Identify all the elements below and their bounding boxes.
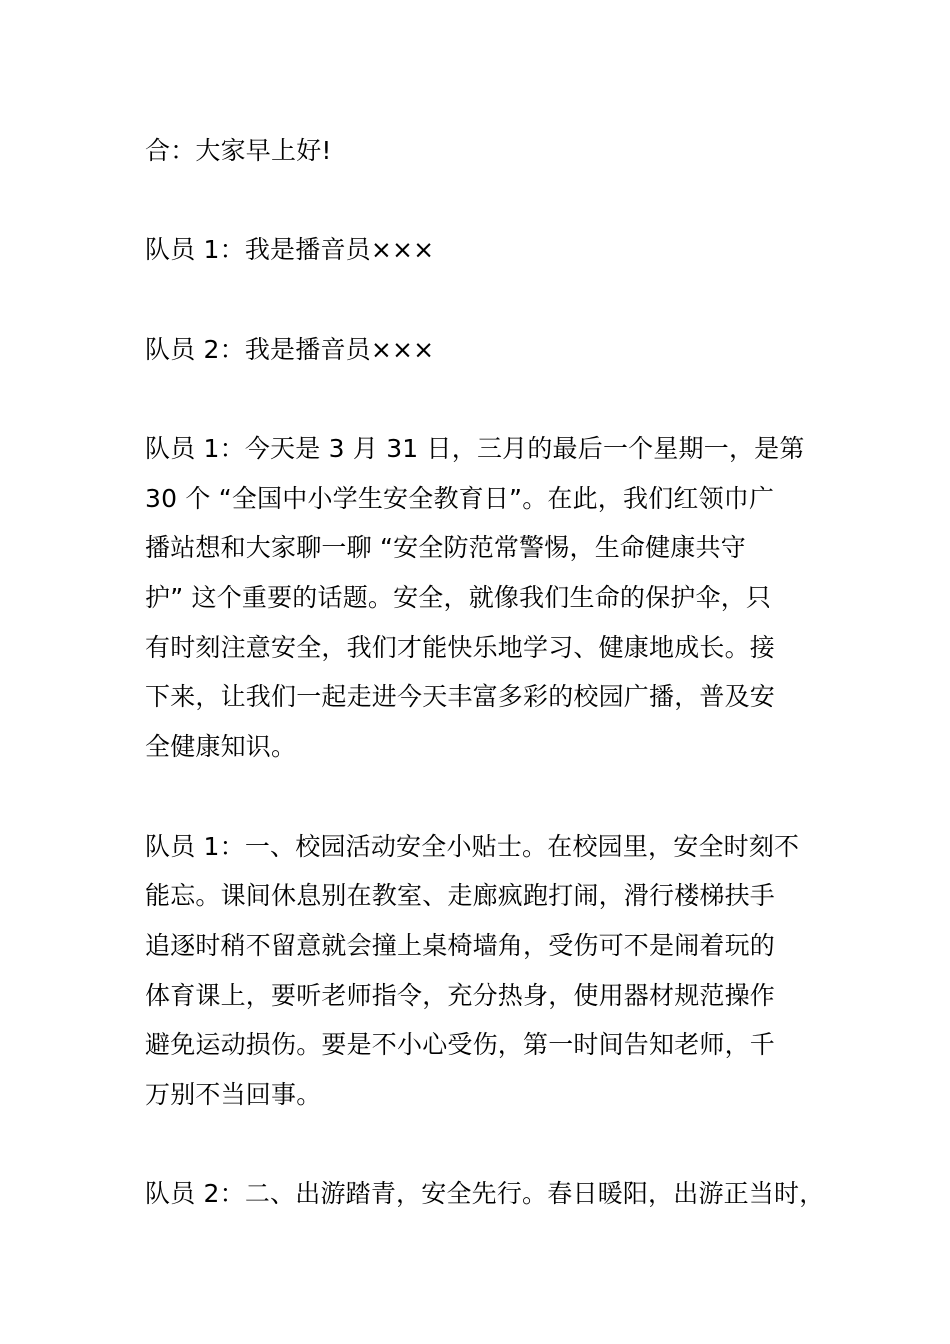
announcer-1-intro-line: 队员 1：我是播音员××× xyxy=(145,235,435,264)
announcer-2-intro-line: 队员 2：我是播音员××× xyxy=(145,335,435,364)
campus-safety-paragraph-line: 追逐时稍不留意就会撞上桌椅墙角，受伤可不是闹着玩的 xyxy=(145,931,776,960)
intro-paragraph-line: 队员 1：今天是 3 月 31 日，三月的最后一个星期一，是第 xyxy=(145,434,805,463)
campus-safety-paragraph-line: 队员 1：一、校园活动安全小贴士。在校园里，安全时刻不 xyxy=(145,832,800,861)
intro-paragraph-line: 有时刻注意安全，我们才能快乐地学习、健康地成长。接 xyxy=(145,633,776,662)
intro-paragraph-line: 30 个 “全国中小学生安全教育日”。在此，我们红领巾广 xyxy=(145,484,775,513)
greeting-line: 合：大家早上好! xyxy=(145,136,332,165)
intro-paragraph-line: 全健康知识。 xyxy=(145,732,297,761)
campus-safety-paragraph-line: 避免运动损伤。要是不小心受伤，第一时间告知老师，千 xyxy=(145,1030,776,1059)
campus-safety-paragraph-line: 万别不当回事。 xyxy=(145,1080,322,1109)
campus-safety-paragraph-line: 能忘。课间休息别在教室、走廊疯跑打闹，滑行楼梯扶手 xyxy=(145,881,776,910)
outing-safety-paragraph-line: 队员 2：二、出游踏青，安全先行。春日暖阳，出游正当时， xyxy=(145,1179,825,1208)
intro-paragraph-line: 下来，让我们一起走进今天丰富多彩的校园广播，普及安 xyxy=(145,682,776,711)
campus-safety-paragraph-line: 体育课上，要听老师指令，充分热身，使用器材规范操作 xyxy=(145,981,776,1010)
intro-paragraph-line: 护” 这个重要的话题。安全，就像我们生命的保护伞，只 xyxy=(145,583,772,612)
intro-paragraph-line: 播站想和大家聊一聊 “安全防范常警惕，生命健康共守 xyxy=(145,533,746,562)
